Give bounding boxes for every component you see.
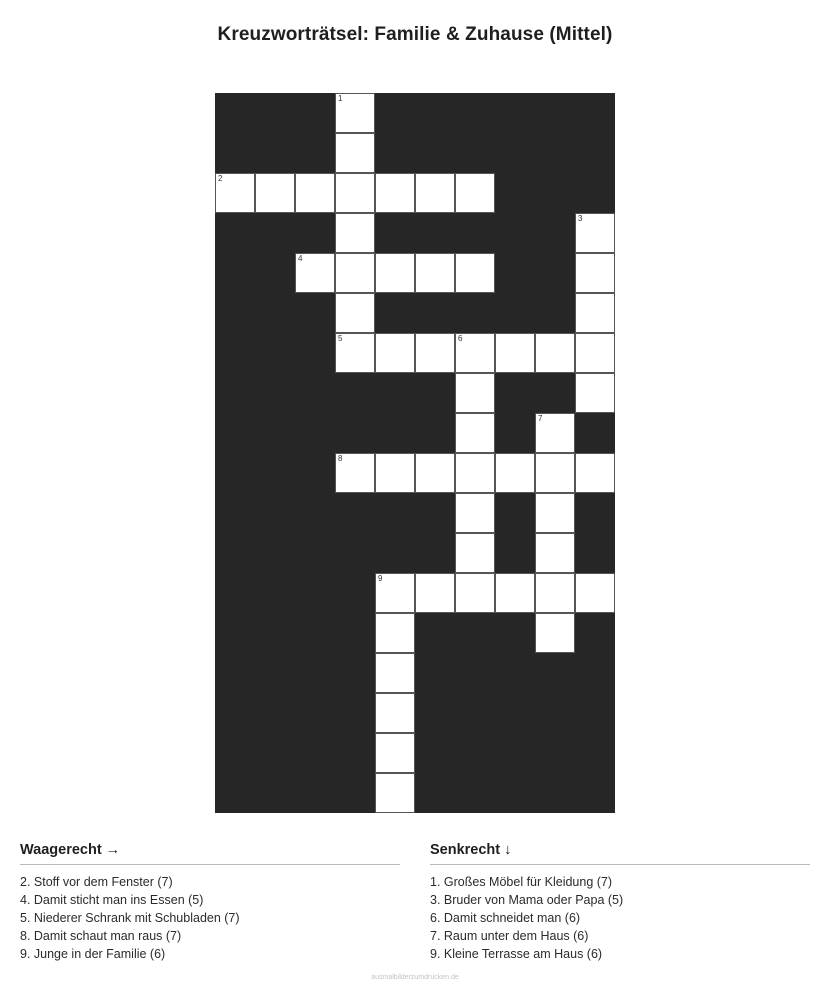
down-clues-column [430, 842, 810, 963]
grid-cell[interactable] [535, 453, 575, 493]
grid-cell[interactable] [415, 253, 455, 293]
grid-cell[interactable] [535, 533, 575, 573]
footer-watermark: ausmalbilderzumdrucken.de [371, 974, 459, 981]
list-item: 6. Damit schneidet man (6) [430, 911, 581, 925]
cell-number: 4 [298, 254, 303, 263]
grid-cell[interactable] [575, 373, 615, 413]
across-heading: Waagerecht → [20, 842, 400, 865]
grid-cell[interactable] [455, 533, 495, 573]
grid-cell[interactable] [535, 333, 575, 373]
grid-cell[interactable] [415, 333, 455, 373]
list-item: 9. Kleine Terrasse am Haus (6) [430, 947, 603, 961]
grid-cell[interactable] [375, 773, 415, 813]
grid-cell[interactable] [535, 413, 575, 453]
cell-number: 1 [338, 94, 343, 103]
grid-cell[interactable] [375, 653, 415, 693]
grid-cell[interactable] [415, 173, 455, 213]
cell-number: 2 [218, 174, 223, 183]
crossword-grid[interactable] [215, 93, 615, 813]
grid-cell[interactable] [575, 213, 615, 253]
list-item: 8. Damit schaut man raus (7) [20, 929, 182, 943]
grid-cell[interactable] [335, 453, 375, 493]
grid-cell[interactable] [335, 93, 375, 133]
cell-number: 8 [338, 454, 343, 463]
grid-cell[interactable] [375, 693, 415, 733]
grid-cell[interactable] [375, 613, 415, 653]
list-item: 9. Junge in der Familie (6) [20, 947, 166, 961]
grid-cell[interactable] [495, 333, 535, 373]
grid-cell[interactable] [415, 453, 455, 493]
grid-cell[interactable] [455, 373, 495, 413]
list-item: 2. Stoff vor dem Fenster (7) [20, 875, 173, 889]
grid-cell[interactable] [295, 173, 335, 213]
grid-cell[interactable] [415, 573, 455, 613]
cell-number: 6 [458, 334, 463, 343]
grid-cell[interactable] [335, 253, 375, 293]
list-item: 5. Niederer Schrank mit Schubladen (7) [20, 911, 240, 925]
grid-cell[interactable] [375, 333, 415, 373]
page-title: Kreuzworträtsel: Familie & Zuhause (Mittel) [217, 24, 613, 45]
grid-cell[interactable] [455, 573, 495, 613]
clues-section [0, 842, 830, 963]
list-item: 1. Großes Möbel für Kleidung (7) [430, 875, 613, 889]
grid-cell[interactable] [455, 333, 495, 373]
grid-cell[interactable] [575, 573, 615, 613]
grid-cell[interactable] [375, 453, 415, 493]
grid-cell[interactable] [535, 613, 575, 653]
grid-cell[interactable] [335, 213, 375, 253]
list-item: 4. Damit sticht man ins Essen (5) [20, 893, 204, 907]
cell-number: 7 [538, 414, 543, 423]
list-item: 3. Bruder von Mama oder Papa (5) [430, 893, 624, 907]
grid-cell[interactable] [455, 173, 495, 213]
grid-cell[interactable] [335, 333, 375, 373]
list-item: 7. Raum unter dem Haus (6) [430, 929, 589, 943]
down-clue-list [430, 873, 810, 963]
grid-cell[interactable] [575, 453, 615, 493]
grid-cell[interactable] [375, 573, 415, 613]
grid-cell[interactable] [495, 573, 535, 613]
grid-cell[interactable] [575, 333, 615, 373]
cell-number: 3 [578, 214, 583, 223]
grid-cell[interactable] [455, 493, 495, 533]
grid-cell[interactable] [575, 293, 615, 333]
across-clues-column [20, 842, 400, 963]
grid-cell[interactable] [255, 173, 295, 213]
grid-cell[interactable] [215, 173, 255, 213]
grid-cell[interactable] [375, 733, 415, 773]
grid-cell[interactable] [535, 573, 575, 613]
grid-cell[interactable] [295, 253, 335, 293]
grid-cell[interactable] [455, 413, 495, 453]
grid-cell[interactable] [335, 133, 375, 173]
down-heading: Senkrecht ↓ [430, 842, 810, 865]
grid-cell[interactable] [375, 253, 415, 293]
grid-cell[interactable] [575, 253, 615, 293]
cell-number: 5 [338, 334, 343, 343]
grid-cell[interactable] [455, 453, 495, 493]
grid-cell[interactable] [335, 293, 375, 333]
grid-cell[interactable] [495, 453, 535, 493]
grid-cell[interactable] [375, 173, 415, 213]
grid-cell[interactable] [455, 253, 495, 293]
grid-cell[interactable] [535, 493, 575, 533]
across-clue-list [20, 873, 400, 963]
grid-cell[interactable] [335, 173, 375, 213]
cell-number: 9 [378, 574, 383, 583]
